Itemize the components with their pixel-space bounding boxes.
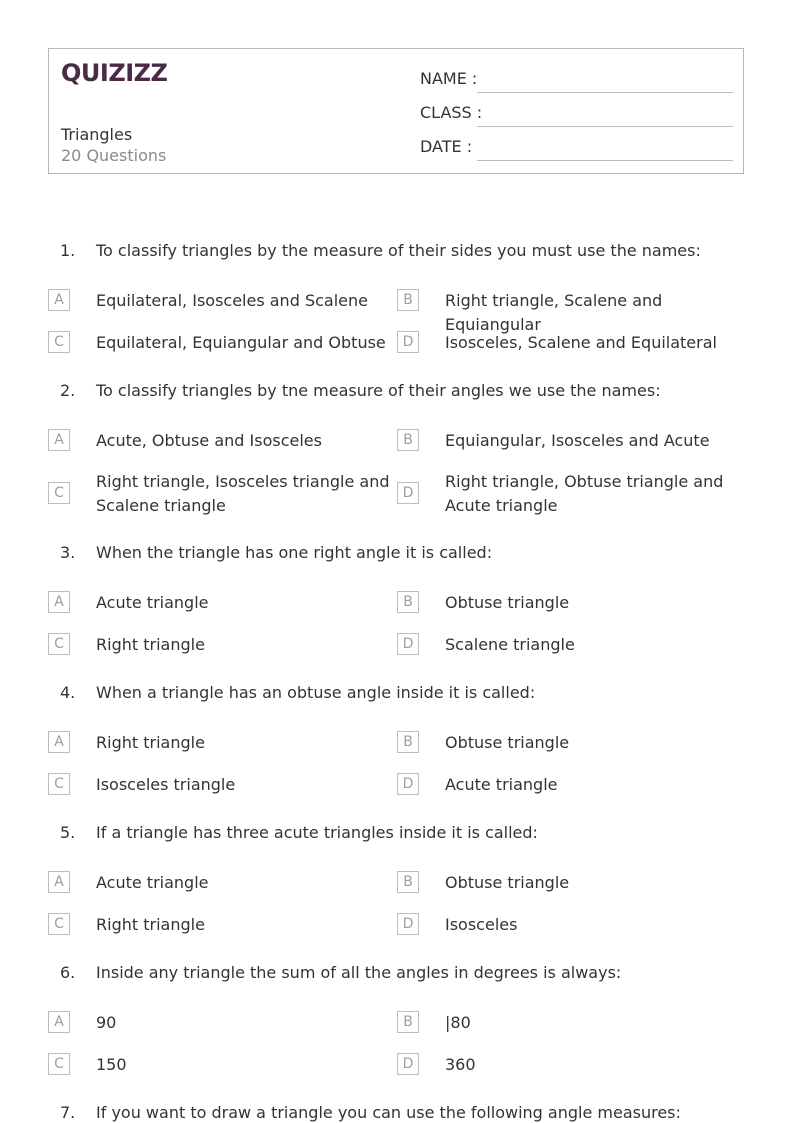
option-text: Right triangle, Isosceles triangle and Scalene triangle xyxy=(96,472,390,515)
question-text: When a triangle has an obtuse angle inside it is called: xyxy=(96,683,536,702)
option-text: Right triangle xyxy=(96,915,205,934)
option-letter-box[interactable]: A xyxy=(48,871,70,893)
question-number: 4. xyxy=(60,683,76,702)
option-letter-box[interactable]: B xyxy=(397,1011,419,1033)
question-number: 5. xyxy=(60,823,76,842)
option-text: Isosceles triangle xyxy=(96,775,236,794)
class-label: CLASS : xyxy=(420,103,483,122)
option-letter-box[interactable]: D xyxy=(397,773,419,795)
option-letter-box[interactable]: C xyxy=(48,633,70,655)
question-number: 3. xyxy=(60,543,76,562)
option-letter-box[interactable]: B xyxy=(397,871,419,893)
class-field[interactable] xyxy=(420,103,733,127)
option-text: Right triangle xyxy=(96,733,205,752)
option-letter-box[interactable]: C xyxy=(48,331,70,353)
option-letter-box[interactable]: B xyxy=(397,289,419,311)
option-text: Equilateral, Isosceles and Scalene xyxy=(96,291,368,310)
option-text: Equiangular, Isosceles and Acute xyxy=(445,431,710,450)
option-letter-box[interactable]: C xyxy=(48,1053,70,1075)
question-text: To classify triangles by the measure of their sides you must use the names: xyxy=(96,241,701,260)
option-text: Acute triangle xyxy=(96,593,209,612)
option-text: Scalene triangle xyxy=(445,635,575,654)
name-field[interactable] xyxy=(420,69,733,93)
option-text: Right triangle xyxy=(96,635,205,654)
option-letter-box[interactable]: A xyxy=(48,731,70,753)
date-field[interactable] xyxy=(420,137,733,161)
option-letter-box[interactable]: B xyxy=(397,429,419,451)
option-letter-box[interactable]: C xyxy=(48,482,70,504)
option-text: 90 xyxy=(96,1013,117,1032)
option-letter-box[interactable]: B xyxy=(397,591,419,613)
option-text: Obtuse triangle xyxy=(445,873,570,892)
option-text: 360 xyxy=(445,1055,476,1074)
option-letter-box[interactable]: A xyxy=(48,289,70,311)
date-line[interactable] xyxy=(477,160,733,161)
option-letter-box[interactable]: B xyxy=(397,731,419,753)
option-text: Acute, Obtuse and Isosceles xyxy=(96,431,322,450)
option-letter-box[interactable]: D xyxy=(397,633,419,655)
option-letter-box[interactable]: D xyxy=(397,482,419,504)
question-text: If a triangle has three acute triangles inside it is called: xyxy=(96,823,538,842)
option-text: Acute triangle xyxy=(96,873,209,892)
quizizz-logo: QUIZIZZ xyxy=(61,59,168,87)
question-number: 7. xyxy=(60,1103,76,1122)
option-text: Obtuse triangle xyxy=(445,733,570,752)
option-letter-box[interactable]: A xyxy=(48,1011,70,1033)
name-line[interactable] xyxy=(477,92,733,93)
option-text: Right triangle, Obtuse triangle and Acute triangle xyxy=(445,472,724,515)
question-number: 1. xyxy=(60,241,76,260)
question-count: 20 Questions xyxy=(61,146,167,165)
class-line[interactable] xyxy=(477,126,733,127)
option-text: |80 xyxy=(445,1013,471,1032)
option-text: Right triangle, Scalene and Equiangular xyxy=(445,291,663,334)
option-text: Isosceles xyxy=(445,915,518,934)
option-letter-box[interactable]: D xyxy=(397,331,419,353)
option-text: Equilateral, Equiangular and Obtuse xyxy=(96,333,386,352)
question-text: When the triangle has one right angle it is called: xyxy=(96,543,493,562)
option-text: Isosceles, Scalene and Equilateral xyxy=(445,333,717,352)
question-number: 2. xyxy=(60,381,76,400)
name-label: NAME : xyxy=(420,69,478,88)
question-text: If you want to draw a triangle you can use the following angle measures: xyxy=(96,1103,681,1122)
worksheet-title: Triangles xyxy=(61,125,133,144)
question-text: Inside any triangle the sum of all the angles in degrees is always: xyxy=(96,963,622,982)
option-text: Acute triangle xyxy=(445,775,558,794)
option-letter-box[interactable]: C xyxy=(48,913,70,935)
option-letter-box[interactable]: C xyxy=(48,773,70,795)
option-letter-box[interactable]: A xyxy=(48,429,70,451)
option-text: 150 xyxy=(96,1055,127,1074)
question-text: To classify triangles by tne measure of their angles we use the names: xyxy=(96,381,661,400)
option-letter-box[interactable]: D xyxy=(397,913,419,935)
question-number: 6. xyxy=(60,963,76,982)
worksheet-header xyxy=(48,48,744,174)
option-letter-box[interactable]: D xyxy=(397,1053,419,1075)
option-letter-box[interactable]: A xyxy=(48,591,70,613)
date-label: DATE : xyxy=(420,137,473,156)
option-text: Obtuse triangle xyxy=(445,593,570,612)
